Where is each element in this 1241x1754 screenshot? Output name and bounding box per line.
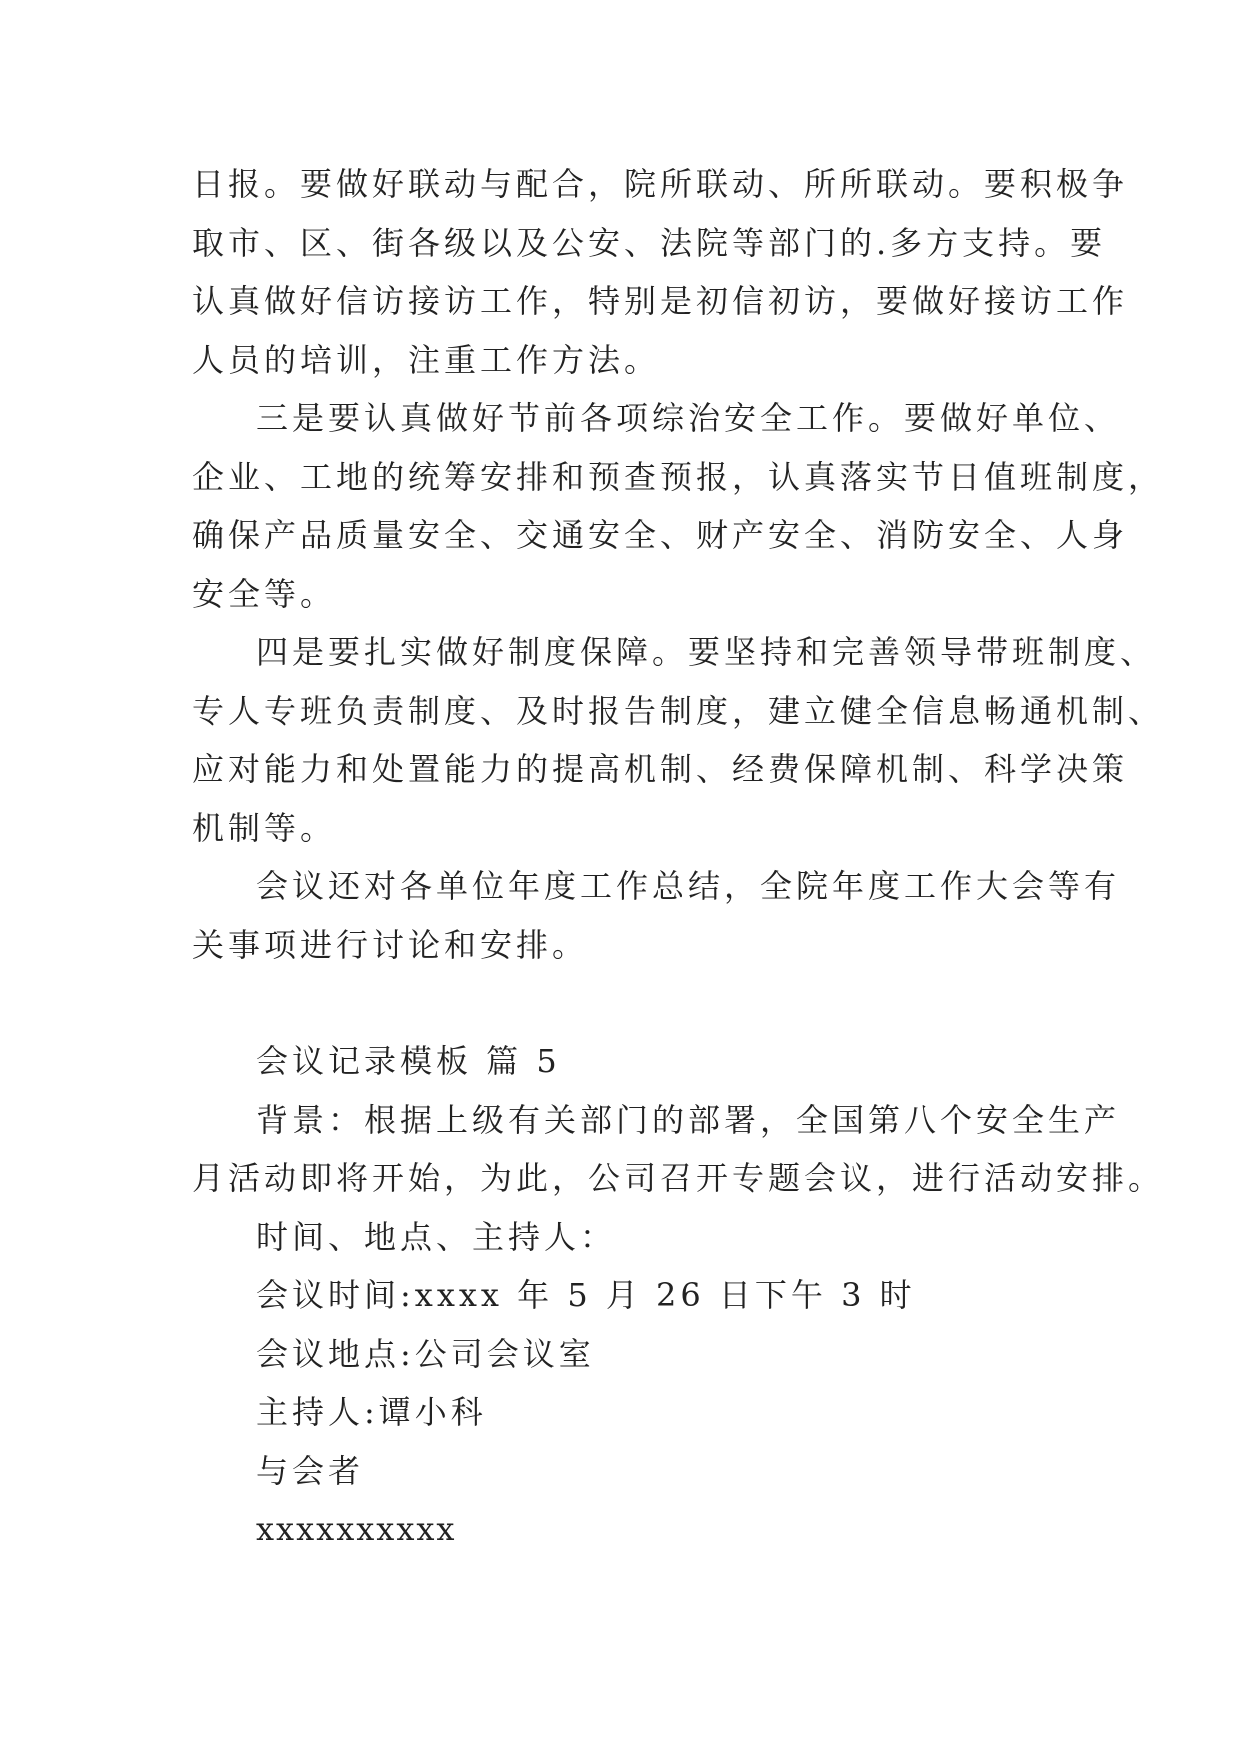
text-line: 月活动即将开始，为此，公司召开专题会议，进行活动安排。 [192, 1159, 1165, 1197]
text-line: 专人专班负责制度、及时报告制度，建立健全信息畅通机制、 [192, 691, 1165, 730]
text-line: 机制等。 [192, 808, 337, 847]
text-line: 关事项进行讨论和安排。 [192, 925, 589, 964]
meeting-time: 会议时间:xxxx 年 5 月 26 日下午 3 时 [256, 1276, 916, 1314]
meeting-host: 主持人:谭小科 [256, 1393, 487, 1431]
text-line: 企业、工地的统筹安排和预查预报，认真落实节日值班制度， [192, 457, 1165, 496]
document-body [192, 155, 1165, 1559]
text-line: 日报。要做好联动与配合，院所联动、所所联动。要积极争 [192, 165, 1129, 203]
text-line: 人员的培训，注重工作方法。 [192, 340, 661, 379]
paragraph-start-line: 三是要认真做好节前各项综治安全工作。要做好单位、 [256, 399, 1121, 437]
text-line: 安全等。 [192, 574, 337, 613]
section-heading: 会议记录模板 篇 5 [256, 1042, 561, 1080]
text-line: 取市、区、街各级以及公安、法院等部门的.多方支持。要 [192, 223, 1107, 262]
paragraph-start-line: 背景：根据上级有关部门的部署，全国第八个安全生产 [256, 1100, 1121, 1139]
meeting-location: 会议地点:公司会议室 [256, 1334, 595, 1373]
paragraph-start-line: 四是要扎实做好制度保障。要坚持和完善领导带班制度、 [256, 633, 1157, 671]
paragraph-start-line: 会议还对各单位年度工作总结，全院年度工作大会等有 [256, 867, 1121, 905]
text-line: 应对能力和处置能力的提高机制、经费保障机制、科学决策 [192, 750, 1129, 788]
section-gap [192, 974, 1052, 1032]
attendees-label: 与会者 [256, 1451, 365, 1490]
text-line: 认真做好信访接访工作，特别是初信初访，要做好接访工作 [192, 282, 1129, 320]
text-line: 时间、地点、主持人： [256, 1217, 617, 1256]
text-line: 确保产品质量安全、交通安全、财产安全、消防安全、人身 [192, 516, 1129, 554]
attendees-list: xxxxxxxxxx [256, 1510, 457, 1548]
